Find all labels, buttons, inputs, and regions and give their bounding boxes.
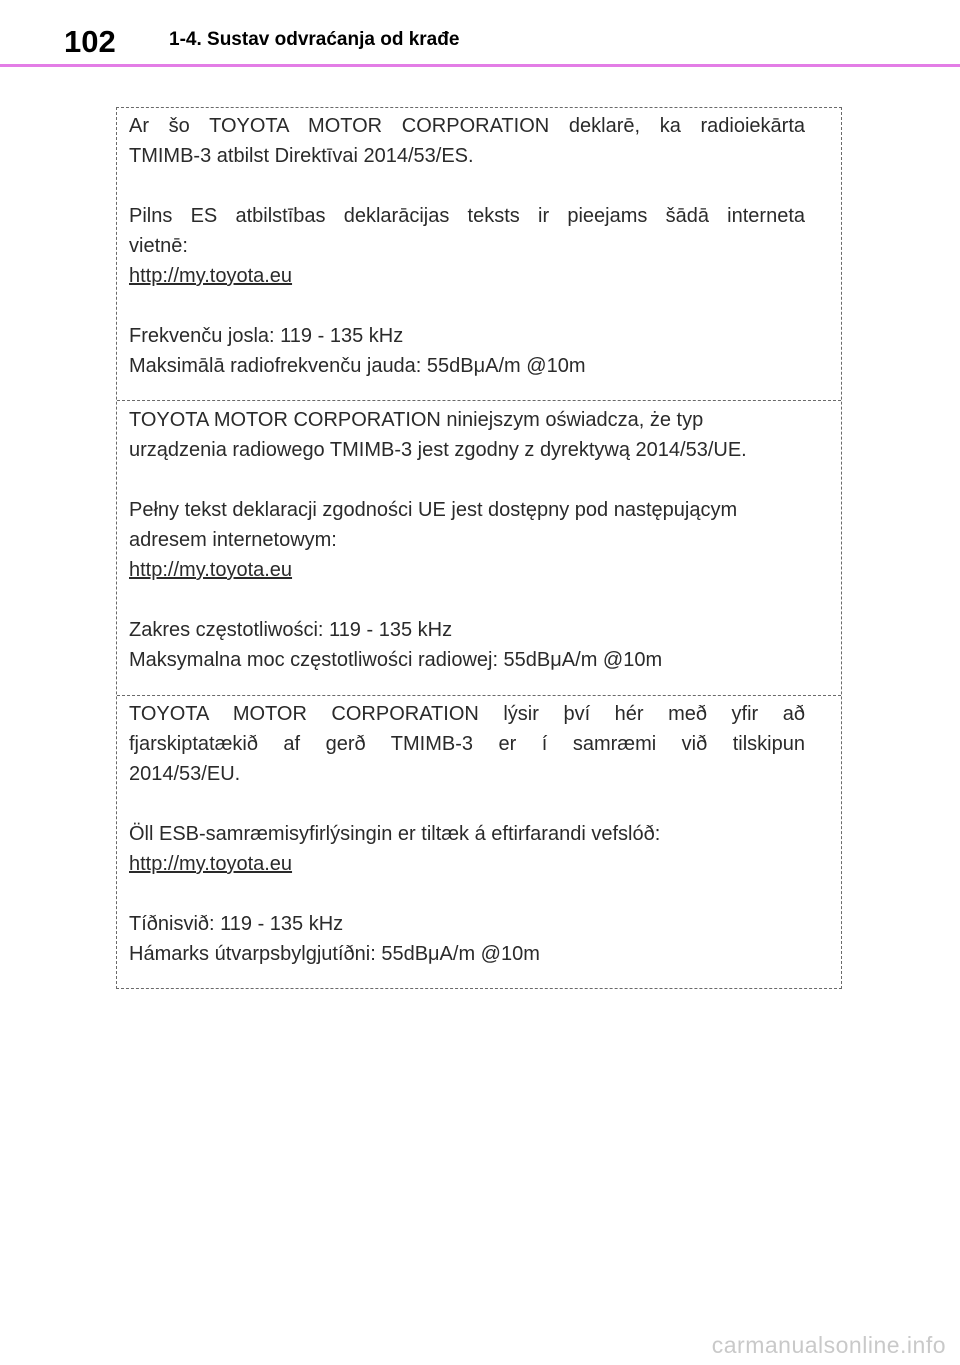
section-divider	[117, 695, 841, 696]
statement-line: TOYOTA MOTOR CORPORATION lýsir því hér með yfir að	[129, 703, 805, 725]
section-divider	[117, 400, 841, 401]
max-power: Hámarks útvarpsbylgjutíðni: 55dBμA/m @10m	[129, 943, 540, 965]
page-header	[0, 0, 960, 66]
availability-line: vietnē:	[129, 235, 188, 257]
statement-line: 2014/53/EU.	[129, 763, 241, 785]
declaration-link[interactable]: http://my.toyota.eu	[129, 559, 293, 581]
frequency-band: Frekvenču josla: 119 - 135 kHz	[129, 325, 404, 347]
statement-line: TOYOTA MOTOR CORPORATION niniejszym oświadcza, że typ	[129, 409, 704, 431]
availability-line: Pełny tekst deklaracji zgodności UE jest dostępny pod następującym	[129, 499, 738, 521]
availability-line: adresem internetowym:	[129, 529, 337, 551]
declaration-box	[116, 107, 842, 989]
section-title: 1-4. Sustav odvraćanja od krađe	[169, 29, 460, 50]
declaration-polish	[117, 405, 841, 675]
frequency-band: Tíðnisvið: 119 - 135 kHz	[129, 913, 344, 935]
max-power: Maksimālā radiofrekvenču jauda: 55dBμA/m @10m	[129, 355, 586, 377]
statement-line: TMIMB-3 atbilst Direktīvai 2014/53/ES.	[129, 145, 474, 167]
declaration-link[interactable]: http://my.toyota.eu	[129, 265, 293, 287]
statement-line: Ar šo TOYOTA MOTOR CORPORATION deklarē, ka radioiekārta	[129, 115, 805, 137]
availability-line: Öll ESB-samræmisyfirlýsingin er tiltæk á eftirfarandi vefslóð:	[129, 823, 661, 845]
declaration-icelandic	[117, 699, 841, 969]
header-rule	[0, 64, 960, 67]
declaration-link[interactable]: http://my.toyota.eu	[129, 853, 293, 875]
page-number: 102	[64, 24, 116, 59]
statement-line: urządzenia radiowego TMIMB-3 jest zgodny z dyrektywą 2014/53/UE.	[129, 439, 747, 461]
watermark: carmanualsonline.info	[711, 1332, 946, 1358]
frequency-band: Zakres częstotliwości: 119 - 135 kHz	[129, 619, 453, 641]
max-power: Maksymalna moc częstotliwości radiowej: 55dBμA/m @10m	[129, 649, 663, 671]
statement-line: fjarskiptatækið af gerð TMIMB-3 er í samræmi við tilskipun	[129, 733, 805, 755]
availability-line: Pilns ES atbilstības deklarācijas teksts ir pieejams šādā interneta	[129, 205, 805, 227]
declaration-latvian	[117, 111, 841, 381]
